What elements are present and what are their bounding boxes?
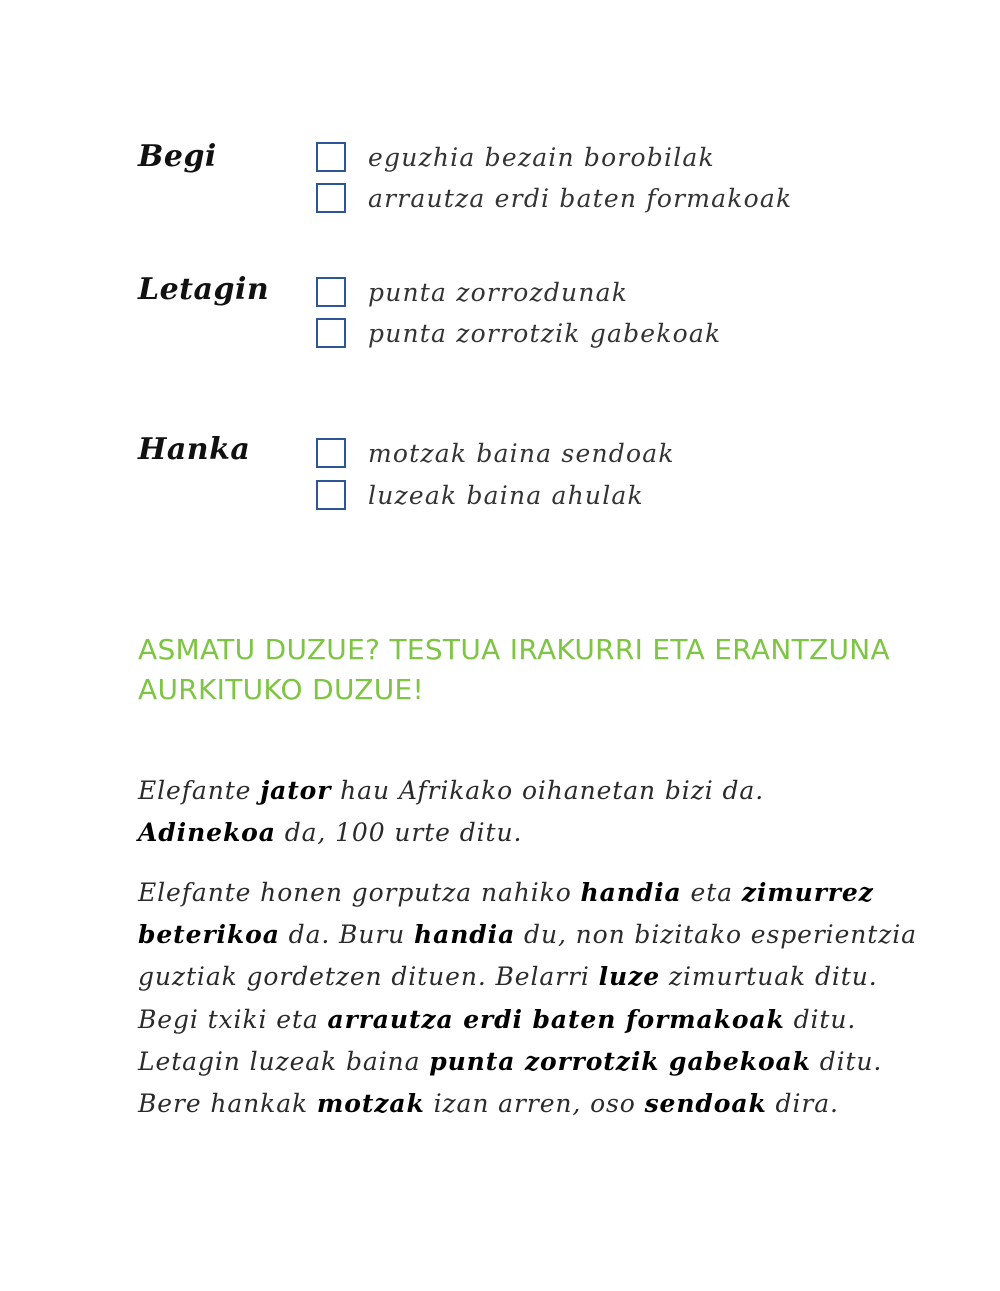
heading-line: ASMATU DUZUE? TESTUA IRAKURRI ETA ERANTZUNA [138,633,890,666]
bold-keyword: jator [260,776,332,805]
bold-keyword: arrautza erdi baten formakoak [327,1004,785,1034]
bold-keyword: handia [580,878,682,907]
option-text: punta zorrotzik gabekoak [368,318,722,348]
option-text: luzeak baina ahulak [368,480,644,510]
text-span: Elefante [138,776,261,805]
text-span: ditu. Bere hankak [138,1046,883,1119]
option-text: arrautza erdi baten formakoak [368,183,793,213]
bold-keyword: motzak [316,1089,425,1119]
question-letagin [138,272,898,352]
option-row [316,139,715,175]
answer-checkbox[interactable] [316,318,346,348]
answer-checkbox[interactable] [316,438,346,468]
bold-keyword: sendoak [644,1089,767,1119]
text-span: du, non bizitako esperientzia guztiak gordetzen dituen. Belarri [138,920,917,992]
option-row [316,274,628,310]
question-label: Letagin [138,272,270,307]
option-row [316,315,721,351]
text-span: zimurtuak ditu. Begi txiki eta [138,962,878,1034]
heading-line: AURKITUKO DUZUE! [138,673,425,706]
bold-keyword: handia [414,920,516,950]
text-span: ditu. Letagin luzeak baina [138,1004,857,1076]
bold-keyword: punta zorrotzik gabekoak [429,1046,811,1076]
answer-checkbox[interactable] [316,277,346,307]
text-span: eta [681,878,742,907]
text-paragraph-1 [138,770,858,854]
option-text: motzak baina sendoak [368,438,675,468]
question-label: Begi [138,139,217,174]
text-span: dira. [766,1089,839,1119]
bold-keyword: luze [598,962,661,992]
question-begi [138,139,898,219]
bold-keyword: zimurrez beterikoa [138,878,874,950]
section-heading [138,630,898,710]
option-text: punta zorrozdunak [368,277,629,307]
answer-checkbox[interactable] [316,183,346,213]
option-row [316,435,675,471]
question-label: Hanka [138,432,251,467]
text-span: izan arren, oso [424,1089,645,1119]
option-row [316,180,792,216]
question-hanka [138,432,898,512]
answer-checkbox[interactable] [316,480,346,510]
option-row [316,477,644,513]
text-span: da, 100 urte ditu. [275,818,523,848]
text-span: Elefante honen gorputza nahiko [138,878,581,907]
bold-keyword: Adinekoa [138,818,276,848]
text-span: hau Afrikako oihanetan bizi da. [331,776,765,805]
option-text: eguzhia bezain borobilak [368,142,715,172]
answer-checkbox[interactable] [316,142,346,172]
text-paragraph-2 [138,872,928,1125]
text-span: da. Buru [279,920,415,950]
